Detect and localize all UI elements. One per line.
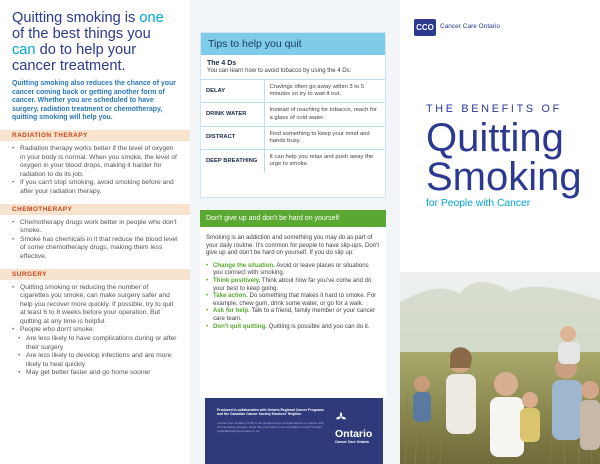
table-value: Find something to keep your mind and hands busy. <box>264 126 385 149</box>
table-key: DEEP BREATHING <box>201 150 264 173</box>
table-row <box>201 103 385 126</box>
tip-text: Do something that makes it hard to smoke. For example, chew gum, drink some water, or go for a walk. <box>213 292 377 307</box>
section-heading: SURGERY <box>0 269 190 280</box>
table-key: DRINK WATER <box>201 103 264 126</box>
slip-intro: Smoking is an addiction and something you may do as part of your daily routine. It's common for people to have slip-ups. Don't give up and don't be hard on yourself. If you do slip up: <box>206 234 380 257</box>
trillium-icon <box>335 411 347 423</box>
table-row <box>201 150 385 173</box>
list-item: • Chemotherapy drugs work better in people who don't smoke. <box>12 219 178 236</box>
headline-part3: of the best things you <box>12 26 151 42</box>
family-in-field-image <box>400 272 600 464</box>
middle-panel <box>190 0 400 464</box>
credit-line: Produced in collaboration with Ontario Regional Cancer Programs and the Canadian Cancer Society Smokers' Helpline. <box>217 408 325 417</box>
benefits-label: THE BENEFITS OF <box>426 103 562 115</box>
tip-text: Quitting is possible and you can do it. <box>266 322 370 330</box>
headline-part2: one <box>139 10 164 26</box>
ontario-wordmark: Ontario <box>335 428 373 440</box>
family-photo <box>400 272 600 464</box>
section-heading: RADIATION THERAPY <box>0 130 190 141</box>
table-key: DISTRACT <box>201 126 264 149</box>
list-item: • Radiation therapy works better if the level of oxygen in your body is normal. When you smoke, the level of oxygen in your blood drops, making it harder for radiation to do its job. <box>12 145 178 179</box>
list-item: • Quitting smoking or reducing the number of cigarettes you smoke, can make surgery safer and help you recover more quickly. If possible, try to quit at least 6 to 8 weeks before your operation. But quitting at any time is helpful. <box>12 284 178 327</box>
list-item <box>206 262 380 277</box>
list-item: • People who don't smoke: <box>12 326 178 335</box>
tip-text: Avoid or leave places or situations you connect with smoking. <box>213 261 369 277</box>
headline-part1: Quitting smoking is <box>12 10 140 26</box>
headline-part4: can <box>12 42 36 58</box>
title-smoking: Smoking <box>426 155 582 199</box>
tips-heading: Tips to help you quit <box>201 33 385 55</box>
ds-subtitle: You can learn how to avoid tobacco by using the 4 Ds: <box>207 68 352 74</box>
surgery-section <box>12 269 178 379</box>
table-key: DELAY <box>201 80 264 103</box>
left-panel <box>0 0 190 464</box>
sub-bullet-list <box>12 335 178 378</box>
list-item: • Smoke has chemicals in it that reduce the blood level of some chemotherapy drugs, making them less effective. <box>12 236 178 262</box>
tip-label: Take action. <box>213 292 248 300</box>
list-item: • May get better faster and go home sooner <box>12 369 178 378</box>
credit-text <box>217 408 329 416</box>
table-value: Cravings often go away within 3 to 5 minutes so try to wait it out. <box>264 80 385 103</box>
slip-heading: Don't give up and don't be hard on yourself <box>200 210 386 227</box>
slip-list <box>206 262 380 330</box>
ontario-subtitle: Cancer Care Ontario <box>335 440 370 444</box>
table-value: It can help you relax and push away the urge to smoke. <box>264 150 385 173</box>
title-quitting: Quitting <box>426 116 564 160</box>
list-item <box>206 277 380 292</box>
tip-label: Don't quit quitting. <box>213 322 267 330</box>
intro-paragraph: Quitting smoking also reduces the chance of your cancer coming back or getting another form of cancer. Whether you are scheduled to have surgery, radiation treatment or chemotherapy, quitting smoking will help you. <box>12 80 176 122</box>
table-row <box>201 126 385 149</box>
list-item: • Are less likely to have complications during or after their surgery <box>12 335 178 352</box>
ds-title: The 4 Ds <box>207 60 237 67</box>
list-item <box>206 323 380 331</box>
list-item <box>206 307 380 322</box>
table-value: Instead of reaching for tobacco, reach for a glass of cold water. <box>264 103 385 126</box>
bullet-list <box>12 219 178 262</box>
four-ds-table <box>201 79 385 173</box>
headline-part5: do to help your cancer treatment. <box>12 42 137 74</box>
back-footer <box>205 398 383 464</box>
tips-box <box>200 32 386 198</box>
slip-up-box <box>200 210 386 398</box>
chemotherapy-section <box>12 204 178 262</box>
tip-text: Talk to a friend, family member or your cancer care team. <box>213 307 376 322</box>
bullet-list <box>12 284 178 336</box>
list-item: • If you can't stop smoking, avoid smoking before and after your radiation therapy. <box>12 179 178 196</box>
cover-subtitle: for People with Cancer <box>426 198 531 209</box>
slip-body <box>200 227 386 330</box>
list-item <box>206 292 380 307</box>
cco-logo: CCO <box>414 19 436 36</box>
headline <box>12 10 178 74</box>
list-item: • Are less likely to develop infections and are more likely to heal quickly <box>12 352 178 369</box>
tip-label: Ask for help. <box>213 307 250 315</box>
ontario-logo <box>335 410 372 444</box>
radiation-section <box>12 130 178 197</box>
section-heading: CHEMOTHERAPY <box>0 204 190 215</box>
org-name: Cancer Care Ontario <box>440 23 500 30</box>
tip-text: Think about how far you've come and do your best to keep going. <box>213 276 372 292</box>
fine-print: Cancer Care Ontario (CCO) is the government's principal advisor on cancer and chronic kidney disease. Need this information in an accessible format? Contact publicaffairs@cancercare.on.ca <box>217 421 324 433</box>
bullet-list <box>12 145 178 197</box>
tip-label: Think positively. <box>213 276 261 284</box>
table-row <box>201 80 385 103</box>
tip-label: Change the situation. <box>213 261 275 269</box>
